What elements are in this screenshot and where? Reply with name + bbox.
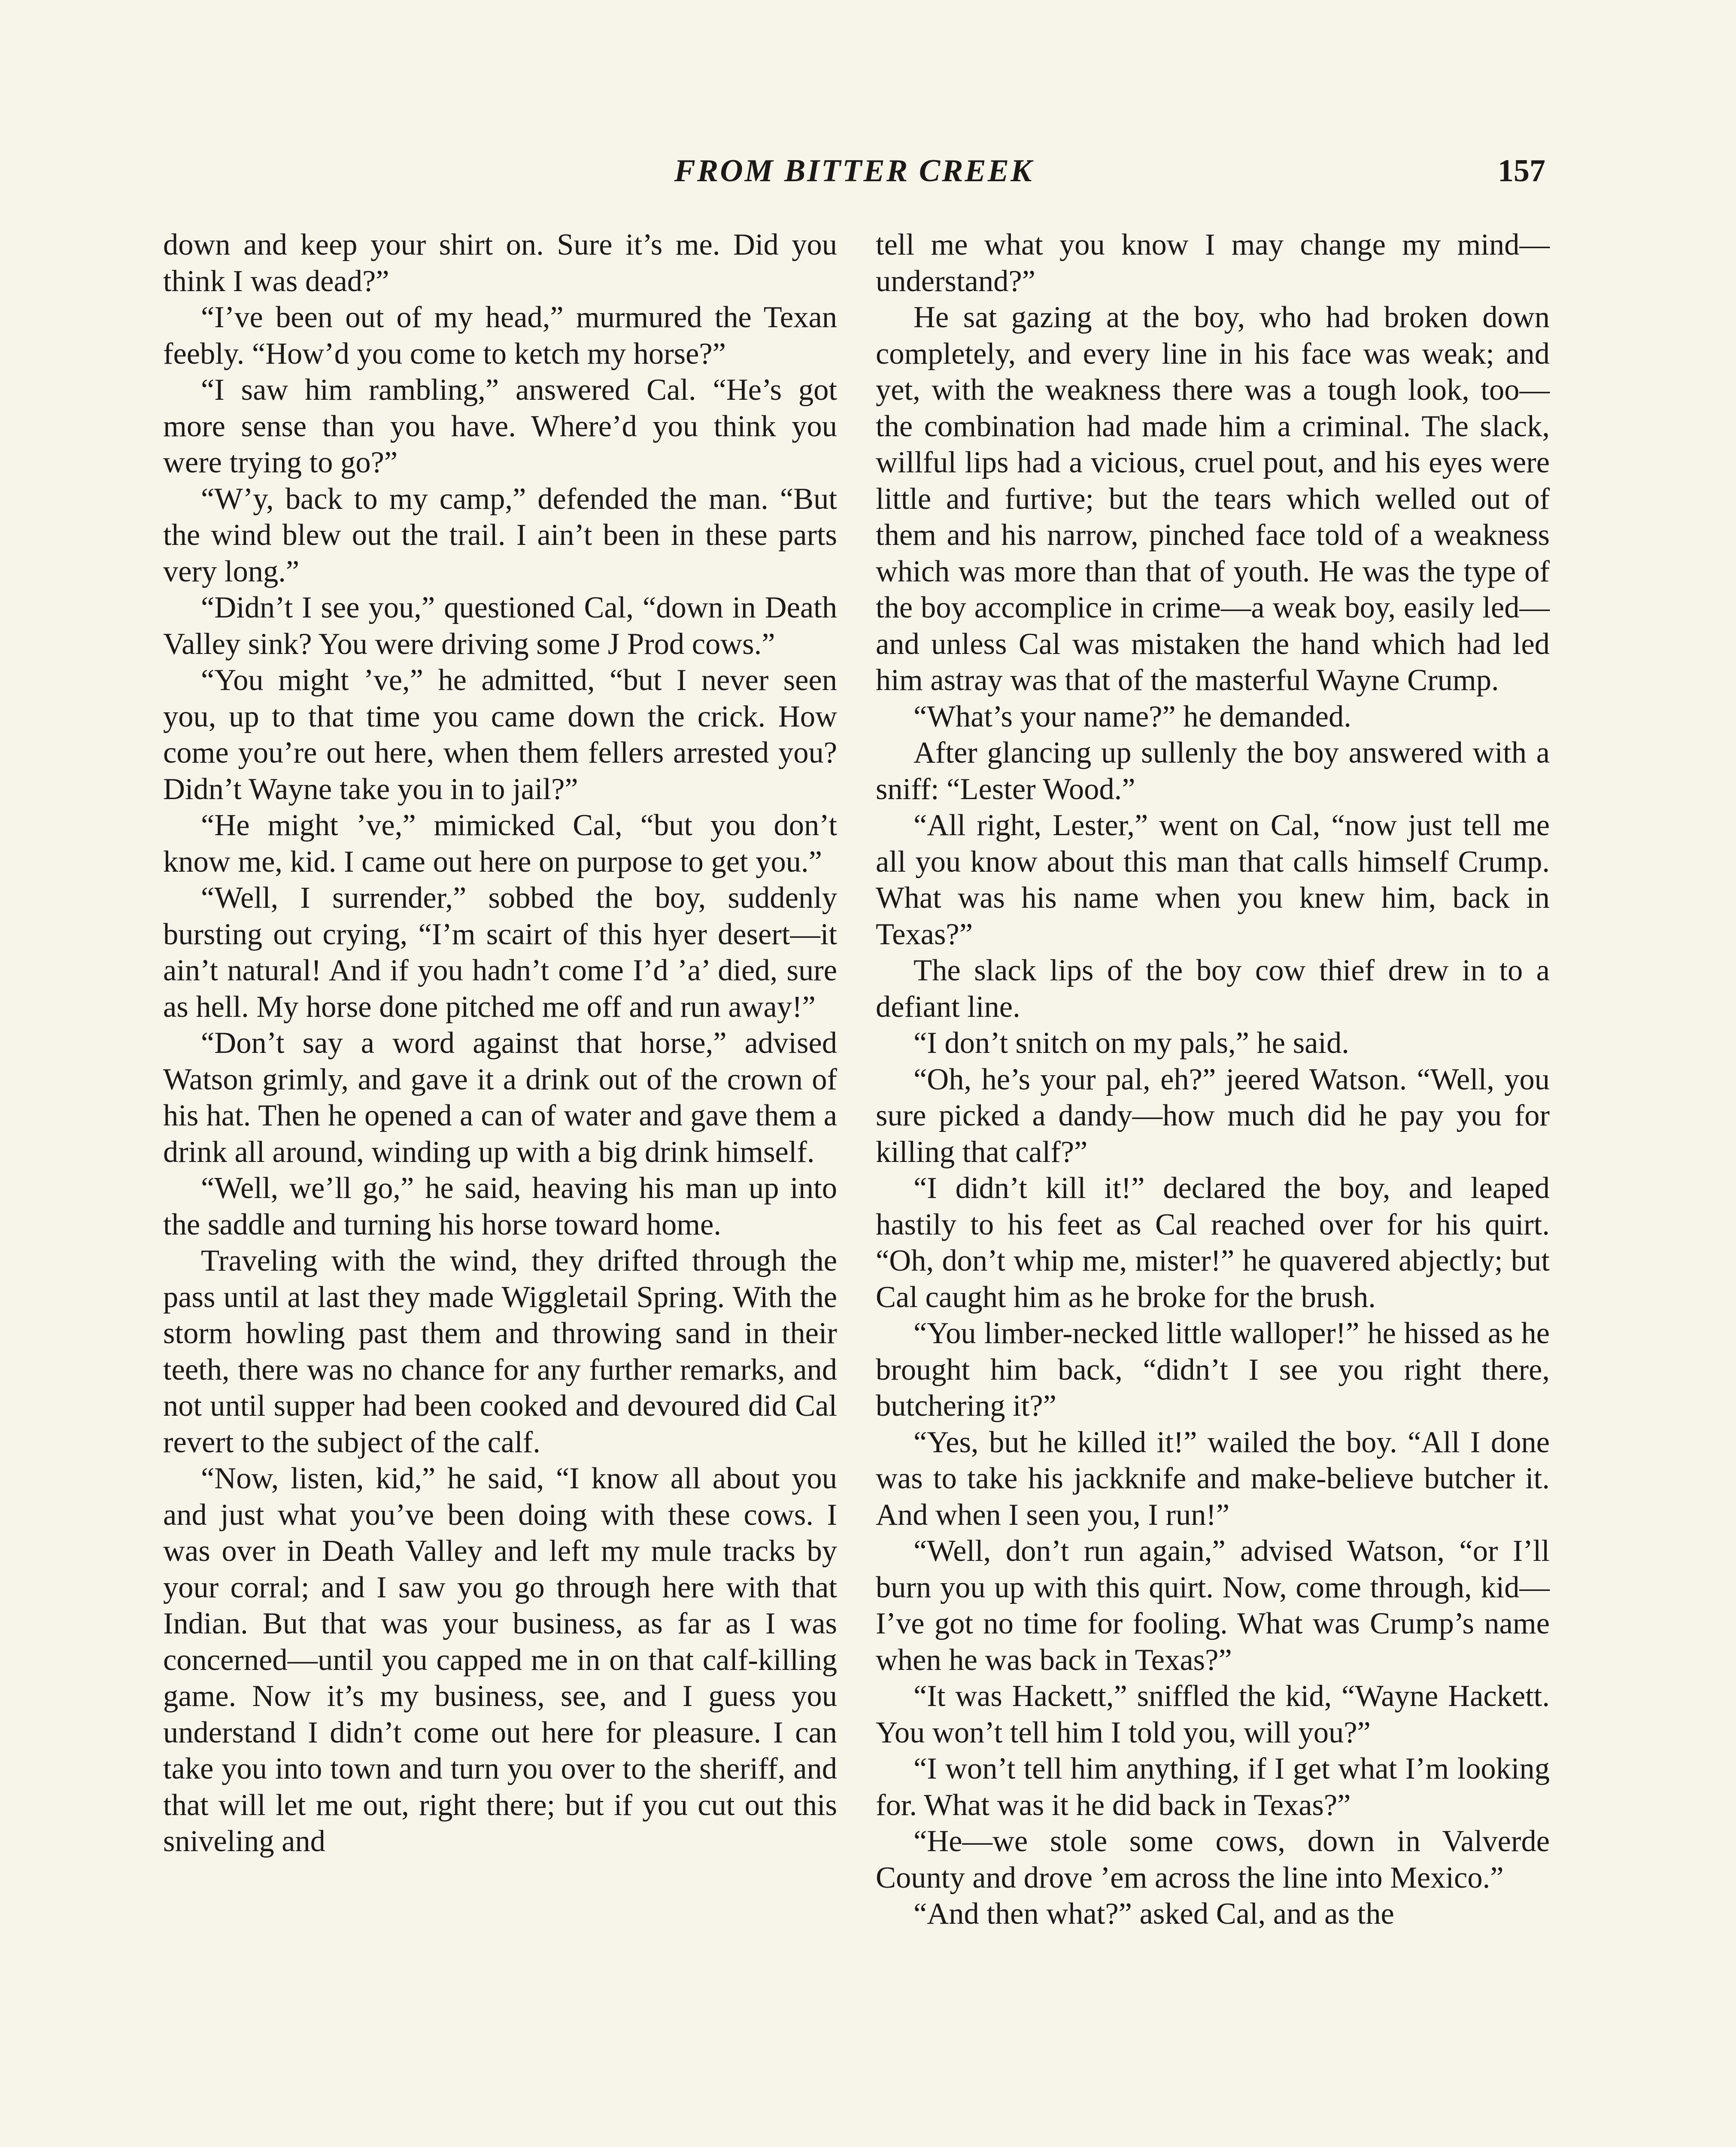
paragraph: “You might ’ve,” he admitted, “but I never seen you, up to that time you came down the crick. How come you’re out here, when them fellers arrested you? Didn’t Wayne take you in to jail?” (163, 663, 837, 806)
paragraph: “You limber-necked little walloper!” he hissed as he brought him back, “didn’t I see you right there, butchering it?” (876, 1317, 1550, 1423)
paragraph: down and keep your shirt on. Sure it’s me. Did you think I was dead?” (163, 228, 837, 298)
paragraph: “I don’t snitch on my pals,” he said. (914, 1026, 1349, 1060)
paragraph: “W’y, back to my camp,” defended the man. “But the wind blew out the trail. I ain’t been in these parts very long.” (163, 482, 837, 588)
paragraph: “Well, don’t run again,” advised Watson, “or I’ll burn you up with this quirt. Now, come through, kid—I’ve got no time for fooling. What was Crump’s name when he was back in Texas?” (876, 1534, 1550, 1677)
paragraph: “And then what?” asked Cal, and as the (914, 1897, 1394, 1931)
paragraph: “I didn’t kill it!” declared the boy, and leaped hastily to his feet as Cal reached over for his quirt. “Oh, don’t whip me, mister!” he quavered abjectly; but Cal caught him as he broke for the brush. (876, 1171, 1550, 1314)
left-column (163, 227, 837, 1860)
paragraph: “Didn’t I see you,” questioned Cal, “down in Death Valley sink? You were driving some J Prod cows.” (163, 591, 837, 661)
paragraph: tell me what you know I may change my mind—understand?” (876, 228, 1550, 298)
paragraph: He sat gazing at the boy, who had broken down completely, and every line in his face was weak; and yet, with the weakness there was a tough look, too—the combination had made him a criminal. The slack, willful lips had a vicious, cruel pout, and his eyes were little and furtive; but the tears which welled out of them and his narrow, pinched face told of a weakness which was more than that of youth. He was the type of the boy accomplice in crime—a weak boy, easily led—and unless Cal was mistaken the hand which had led him astray was that of the masterful Wayne Crump. (876, 301, 1550, 697)
paragraph: “I saw him rambling,” answered Cal. “He’s got more sense than you have. Where’d you think you were trying to go?” (163, 373, 837, 479)
paragraph: “It was Hackett,” sniffled the kid, “Wayne Hackett. You won’t tell him I told you, will you?” (876, 1679, 1550, 1749)
page-header (162, 153, 1545, 200)
paragraph: “He—we stole some cows, down in Valverde County and drove ’em across the line into Mexico.” (876, 1825, 1550, 1895)
paragraph: “He might ’ve,” mimicked Cal, “but you don’t know me, kid. I came out here on purpose to get you.” (163, 809, 837, 879)
paragraph: The slack lips of the boy cow thief drew in to a defiant line. (876, 954, 1550, 1024)
paragraph: “What’s your name?” he demanded. (914, 699, 1351, 733)
paragraph: “I won’t tell him anything, if I get what I’m looking for. What was it he did back in Texas?” (876, 1752, 1550, 1822)
right-column (876, 227, 1550, 1932)
paragraph: “Now, listen, kid,” he said, “I know all about you and just what you’ve been doing with these cows. I was over in Death Valley and left my mule tracks by your corral; and I saw you go through here with that Indian. But that was your business, as far as I was concerned—until you capped me in on that calf-killing game. Now it’s my business, see, and I guess you understand I didn’t come out here for pleasure. I can take you into town and turn you over to the sheriff, and that will let me out, right there; but if you cut out this sniveling and (163, 1462, 837, 1858)
paragraph: “Yes, but he killed it!” wailed the boy. “All I done was to take his jackknife and make-believe butcher it. And when I seen you, I run!” (876, 1425, 1550, 1532)
page-number: 157 (1498, 153, 1545, 189)
running-title: FROM BITTER CREEK (674, 153, 1034, 189)
paragraph: “Well, we’ll go,” he said, heaving his man up into the saddle and turning his horse toward home. (163, 1171, 837, 1241)
paragraph: “Oh, he’s your pal, eh?” jeered Watson. “Well, you sure picked a dandy—how much did he pay you for killing that calf?” (876, 1062, 1550, 1169)
paragraph: “All right, Lester,” went on Cal, “now just tell me all you know about this man that calls himself Crump. What was his name when you knew him, back in Texas?” (876, 809, 1550, 951)
paragraph: After glancing up sullenly the boy answered with a sniff: “Lester Wood.” (876, 736, 1550, 806)
paragraph: “Don’t say a word against that horse,” advised Watson grimly, and gave it a drink out of the crown of his hat. Then he opened a can of water and gave them a drink all around, winding up with a big drink himself. (163, 1026, 837, 1169)
paragraph: “I’ve been out of my head,” murmured the Texan feebly. “How’d you come to ketch my horse?” (163, 301, 837, 371)
paragraph: Traveling with the wind, they drifted through the pass until at last they made Wiggletail Spring. With the storm howling past them and throwing sand in their teeth, there was no chance for any further remarks, and not until supper had been cooked and devoured did Cal revert to the subject of the calf. (163, 1244, 837, 1459)
paragraph: “Well, I surrender,” sobbed the boy, suddenly bursting out crying, “I’m scairt of this hyer desert—it ain’t natural! And if you hadn’t come I’d ’a’ died, sure as hell. My horse done pitched me off and run away!” (163, 881, 837, 1024)
